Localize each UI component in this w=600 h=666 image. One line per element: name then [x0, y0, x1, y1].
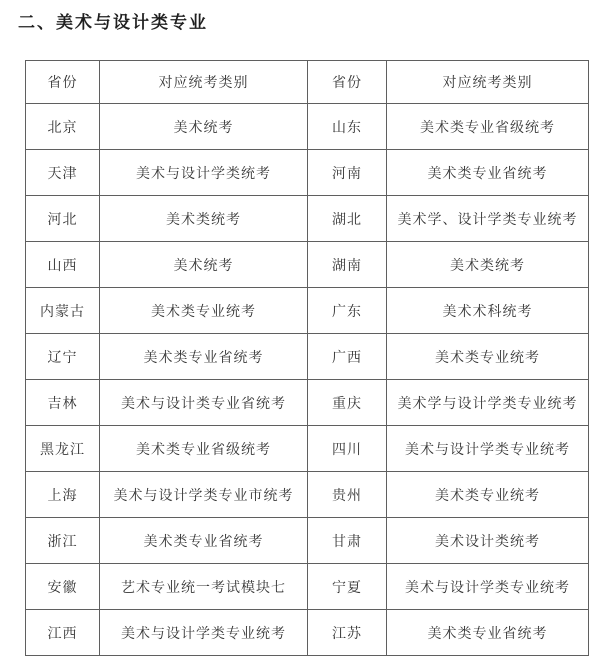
- table-row: [26, 610, 589, 656]
- exam-category-cell: 美术与设计类专业省统考: [100, 380, 308, 426]
- province-cell: 江西: [26, 610, 100, 656]
- province-cell: 天津: [26, 150, 100, 196]
- header-province-right: 省份: [308, 61, 387, 104]
- province-exam-table: [25, 60, 589, 656]
- exam-category-cell: 美术类专业统考: [100, 288, 308, 334]
- header-province-left: 省份: [26, 61, 100, 104]
- exam-category-cell: 美术术科统考: [387, 288, 589, 334]
- exam-category-cell: 美术与设计学类专业市统考: [100, 472, 308, 518]
- exam-category-cell: 美术与设计学类统考: [100, 150, 308, 196]
- exam-category-cell: 美术类专业省统考: [387, 610, 589, 656]
- province-cell: 贵州: [308, 472, 387, 518]
- table-row: [26, 564, 589, 610]
- province-cell: 四川: [308, 426, 387, 472]
- exam-category-cell: 美术与设计学类专业统考: [100, 610, 308, 656]
- exam-category-cell: 美术学、设计学类专业统考: [387, 196, 589, 242]
- table-row: [26, 334, 589, 380]
- province-cell: 江苏: [308, 610, 387, 656]
- province-cell: 河北: [26, 196, 100, 242]
- exam-category-cell: 美术类专业省统考: [387, 150, 589, 196]
- table-row: [26, 518, 589, 564]
- table-row: [26, 242, 589, 288]
- province-cell: 广东: [308, 288, 387, 334]
- exam-category-cell: 美术类专业省级统考: [100, 426, 308, 472]
- exam-category-cell: 美术类专业统考: [387, 334, 589, 380]
- exam-category-cell: 美术类专业统考: [387, 472, 589, 518]
- province-cell: 黑龙江: [26, 426, 100, 472]
- exam-category-cell: 美术与设计学类专业统考: [387, 564, 589, 610]
- exam-category-cell: 美术类统考: [387, 242, 589, 288]
- province-cell: 甘肃: [308, 518, 387, 564]
- province-cell: 宁夏: [308, 564, 387, 610]
- province-cell: 山西: [26, 242, 100, 288]
- table-header-row: [26, 61, 589, 104]
- header-category-right: 对应统考类别: [387, 61, 589, 104]
- province-cell: 辽宁: [26, 334, 100, 380]
- table-row: [26, 150, 589, 196]
- exam-category-cell: 美术学与设计学类专业统考: [387, 380, 589, 426]
- province-cell: 重庆: [308, 380, 387, 426]
- exam-category-cell: 美术设计类统考: [387, 518, 589, 564]
- province-cell: 上海: [26, 472, 100, 518]
- table-row: [26, 426, 589, 472]
- header-category-left: 对应统考类别: [100, 61, 308, 104]
- province-cell: 河南: [308, 150, 387, 196]
- table-row: [26, 472, 589, 518]
- province-cell: 山东: [308, 104, 387, 150]
- exam-category-cell: 美术类专业省统考: [100, 518, 308, 564]
- exam-category-cell: 美术类专业省级统考: [387, 104, 589, 150]
- province-cell: 安徽: [26, 564, 100, 610]
- exam-category-cell: 美术类统考: [100, 196, 308, 242]
- province-cell: 广西: [308, 334, 387, 380]
- province-cell: 湖北: [308, 196, 387, 242]
- table-row: [26, 196, 589, 242]
- section-title: 二、美术与设计类专业: [18, 13, 208, 32]
- table-row: [26, 380, 589, 426]
- exam-category-cell: 美术统考: [100, 104, 308, 150]
- province-cell: 内蒙古: [26, 288, 100, 334]
- province-cell: 吉林: [26, 380, 100, 426]
- table-row: [26, 104, 589, 150]
- exam-category-cell: 美术与设计学类专业统考: [387, 426, 589, 472]
- table-row: [26, 288, 589, 334]
- exam-category-cell: 美术类专业省统考: [100, 334, 308, 380]
- province-cell: 北京: [26, 104, 100, 150]
- exam-category-cell: 美术统考: [100, 242, 308, 288]
- province-cell: 湖南: [308, 242, 387, 288]
- province-cell: 浙江: [26, 518, 100, 564]
- exam-category-cell: 艺术专业统一考试模块七: [100, 564, 308, 610]
